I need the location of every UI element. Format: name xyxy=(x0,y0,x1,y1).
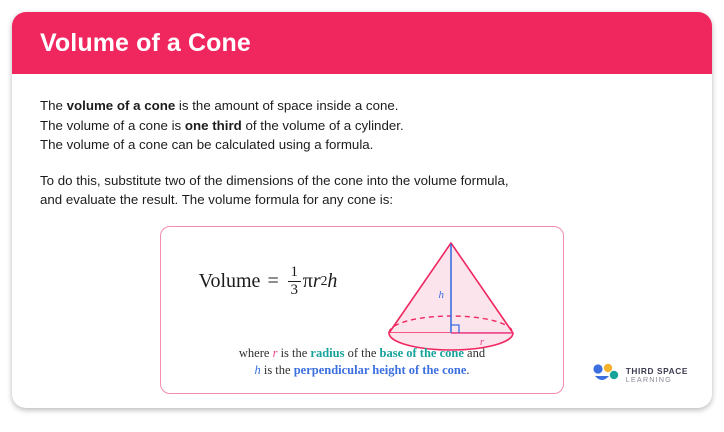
formula-label: Volume xyxy=(198,269,261,292)
logo-circle-teal xyxy=(610,371,618,379)
formula-expression xyxy=(199,265,338,298)
fraction-denominator: 3 xyxy=(290,281,298,298)
intro-line-2: The volume of a cone is one third of the volume of a cylinder. xyxy=(40,117,404,133)
formula-equals: = xyxy=(267,269,279,292)
height-label: h xyxy=(438,288,444,301)
cone-svg xyxy=(353,235,549,363)
logo-text-line-1: THIRD SPACE xyxy=(625,366,688,377)
slide-header xyxy=(12,12,712,74)
intro-para2-line-2: and evaluate the result. The volume formula for any cone is: xyxy=(40,192,394,207)
third-space-learning-logo xyxy=(593,363,688,388)
caption-var-h: h xyxy=(254,362,261,377)
logo-mark-icon xyxy=(593,363,619,388)
logo-circle-yellow xyxy=(604,364,612,372)
fraction-numerator: 1 xyxy=(290,263,298,280)
caption-var-r: r xyxy=(272,345,278,360)
slide-body xyxy=(12,74,712,394)
cone-diagram xyxy=(353,235,549,363)
caption-line-2: h is the perpendicular height of the cone. xyxy=(254,362,470,377)
logo-text xyxy=(626,367,688,384)
caption-line-1: where r is the radius of the base of the cone and xyxy=(238,345,486,360)
formula-box xyxy=(160,226,564,394)
page-title: Volume of a Cone xyxy=(40,28,251,57)
logo-circle-blue xyxy=(593,364,602,373)
formula-caption xyxy=(161,345,563,379)
volume-formula xyxy=(175,265,361,298)
intro-paragraph-2 xyxy=(40,171,684,210)
lesson-slide xyxy=(12,12,712,408)
logo-shapes-icon xyxy=(593,363,619,383)
squared-exponent: 2 xyxy=(320,273,328,289)
intro-para2-line-1: To do this, substitute two of the dimensions of the cone into the volume formula, xyxy=(40,172,509,188)
logo-arc-blue xyxy=(595,376,609,380)
caption-base-term: base of the cone xyxy=(379,345,464,360)
one-third-fraction xyxy=(288,265,301,298)
caption-radius-term: radius xyxy=(310,345,345,360)
intro-line-1: The volume of a cone is the amount of space inside a cone. xyxy=(40,98,399,113)
logo-text-line-2: LEARNING xyxy=(625,375,672,385)
radius-variable: r xyxy=(312,269,321,292)
height-variable: h xyxy=(327,269,338,292)
intro-line-3: The volume of a cone can be calculated using a formula. xyxy=(40,137,374,152)
intro-paragraph-1 xyxy=(40,96,684,155)
caption-perpendicular-height-term: perpendicular height of the cone xyxy=(293,362,467,377)
radius-label: r xyxy=(479,335,485,348)
pi-symbol: π xyxy=(302,269,313,292)
